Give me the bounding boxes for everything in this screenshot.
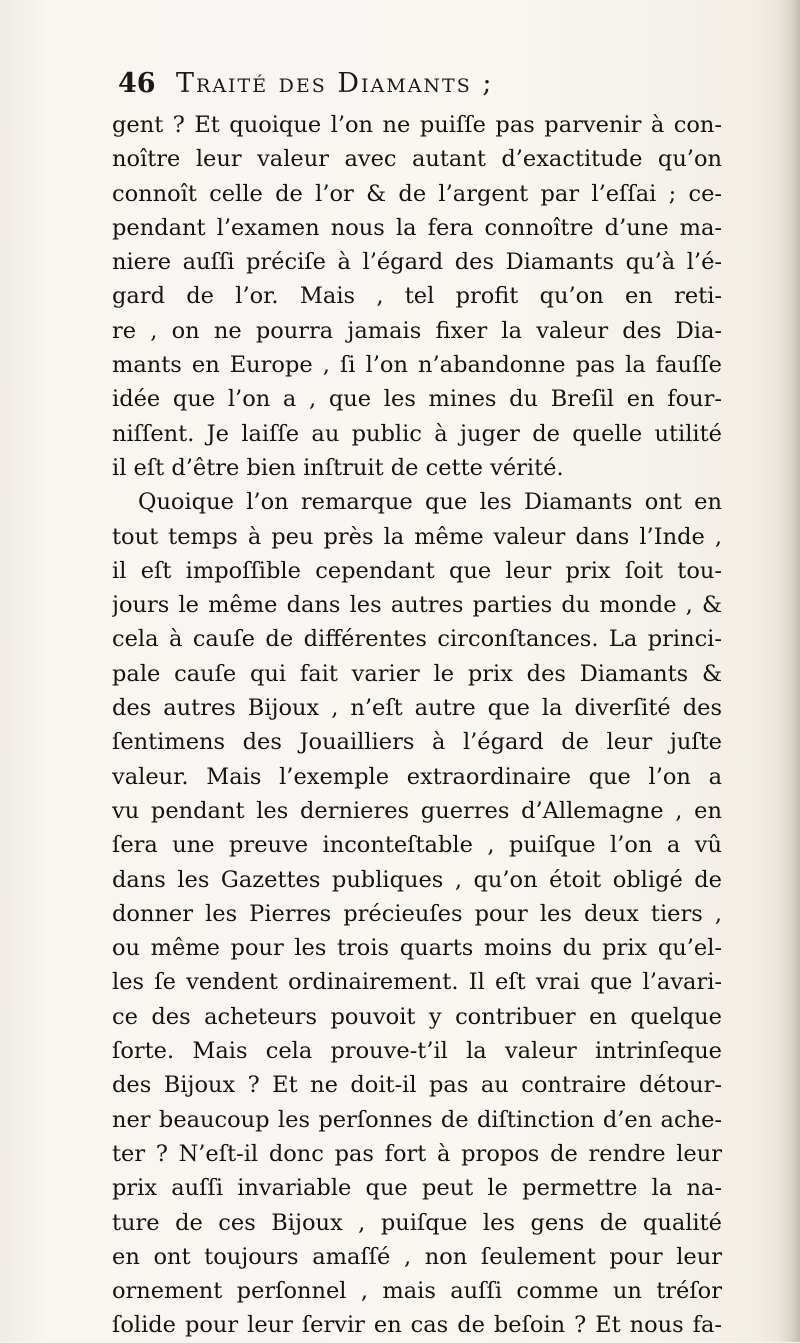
text-line: ter ? N’eſt-il donc pas fort à propos de rendre leur — [112, 1140, 722, 1167]
text-line: en ont toujours amaſſé , non ſeulement pour leur — [112, 1243, 722, 1270]
text-line: ſorte. Mais cela prouve-t’il la valeur intrinſeque — [112, 1038, 722, 1065]
text-line: re , on ne pourra jamais fixer la valeur des Dia- — [112, 317, 722, 344]
text-line: les ſe vendent ordinairement. Il eſt vrai que l’avari- — [112, 969, 722, 996]
text-line: ſentimens des Jouailliers à l’égard de leur juſte — [112, 729, 722, 756]
text-line: valeur. Mais l’exemple extraordinaire que l’on a — [112, 763, 722, 790]
text-line: niſſent. Je laiſſe au public à juger de quelle utilité — [112, 420, 722, 447]
text-line: vu pendant les dernieres guerres d’Allemagne , en — [112, 797, 722, 824]
text-line: pale cauſe qui fait varier le prix des Diamants & — [112, 660, 722, 687]
text-line: Quoique l’on remarque que les Diamants ont en — [138, 489, 722, 516]
text-line: noître leur valeur avec autant d’exactitude qu’on — [112, 146, 722, 173]
text-line: ornement perſonnel , mais auſſi comme un tréſor — [112, 1278, 722, 1305]
text-line: ture de ces Bijoux , puiſque les gens de qualité — [112, 1209, 722, 1236]
text-line: gard de l’or. Mais , tel profit qu’on en reti- — [112, 283, 722, 310]
text-line: des Bijoux ? Et ne doit-il pas au contraire détour- — [112, 1072, 722, 1099]
text-line: mants en Europe , ſi l’on n’abandonne pas la fauſſe — [112, 352, 722, 379]
text-line: gent ? Et quoique l’on ne puiſſe pas parvenir à con- — [112, 112, 722, 138]
text-line: cela à cauſe de différentes circonſtances. La princi- — [112, 626, 722, 653]
text-line: des autres Bijoux , n’eſt autre que la diverſité des — [112, 695, 722, 722]
text-line: jours le même dans les autres parties du monde , & — [112, 592, 722, 619]
text-line: donner les Pierres précieuſes pour les deux tiers , — [112, 900, 722, 927]
text-line: ou même pour les trois quarts moins du prix qu’el- — [112, 935, 722, 962]
page-header — [118, 68, 678, 108]
page-number: 46 — [118, 68, 156, 99]
text-line: dans les Gazettes publiques , qu’on étoit obligé de — [112, 866, 722, 893]
running-title: Traité des Diamants ; — [176, 68, 494, 99]
text-line: idée que l’on a , que les mines du Breſil en four- — [112, 386, 722, 413]
text-line: pendant l’examen nous la fera connoître d’une ma- — [112, 214, 722, 241]
text-line: ner beaucoup les perſonnes de diſtinction d’en ache- — [112, 1106, 722, 1133]
text-line: prix auſſi invariable que peut le permettre la na- — [112, 1175, 722, 1202]
text-line: ſolide pour leur ſervir en cas de beſoin ? Et nous fa- — [112, 1312, 722, 1339]
body-text — [112, 108, 722, 1343]
text-line: il eſt impoſſible cependant que leur prix ſoit tou- — [112, 557, 722, 584]
text-line: ſera une preuve inconteſtable , puiſque l’on a vû — [112, 832, 722, 859]
text-line: il eſt d’être bien inſtruit de cette vérité. — [112, 454, 564, 481]
text-line: ce des acheteurs pouvoit y contribuer en quelque — [112, 1003, 722, 1030]
text-line: niere auſſi préciſe à l’égard des Diamants qu’à l’é- — [112, 249, 722, 276]
page-edge-shadow — [778, 0, 800, 1342]
text-line: tout temps à peu près la même valeur dans l’Inde , — [112, 523, 722, 550]
text-line: connoît celle de l’or & de l’argent par l’eſſai ; ce- — [112, 180, 722, 207]
